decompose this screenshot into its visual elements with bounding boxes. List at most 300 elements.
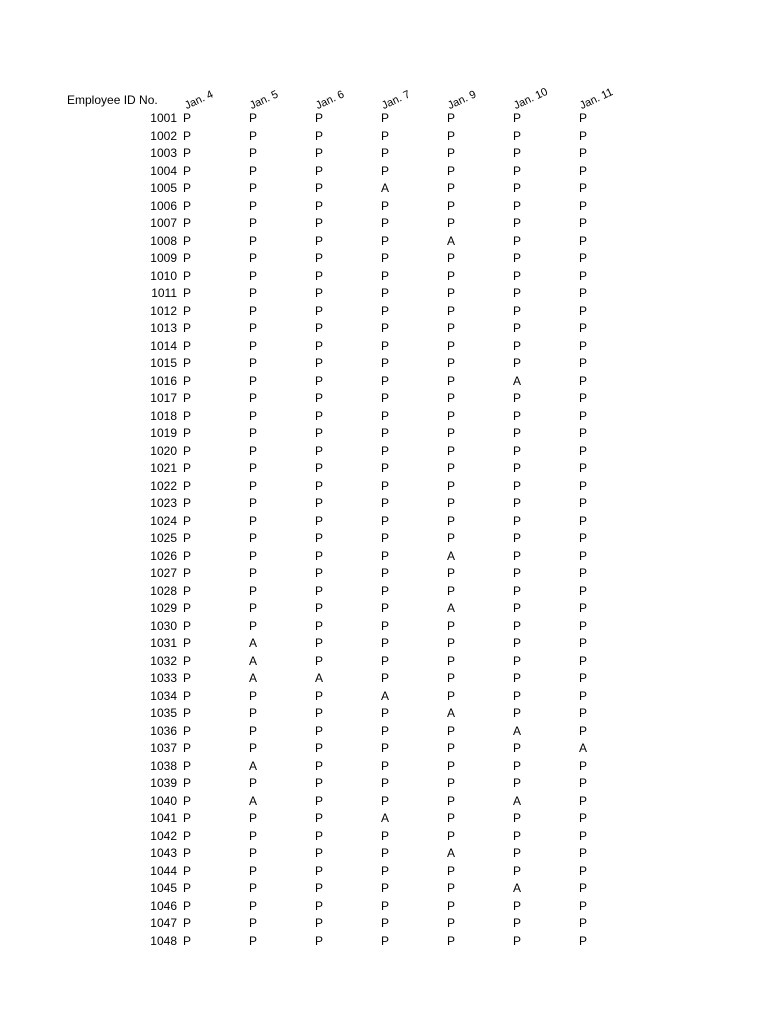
attendance-cell: A [447,601,456,615]
attendance-cell: P [579,846,588,860]
attendance-cell: P [447,461,456,475]
attendance-cell: P [513,181,522,195]
table-row [0,566,768,584]
attendance-cell: P [513,391,522,405]
attendance-cell: P [183,478,192,493]
attendance-cell: A [249,636,258,650]
table-row [0,846,768,864]
attendance-cell: P [381,741,390,755]
attendance-cell: P [183,846,192,860]
employee-id-cell: 1020 [150,443,177,458]
attendance-cell: P [513,163,522,178]
attendance-cell: P [579,793,588,808]
attendance-cell: P [183,198,192,213]
attendance-cell: P [513,741,522,755]
attendance-cell: P [513,286,522,300]
attendance-cell: P [513,653,522,668]
attendance-cell: P [513,443,522,458]
table-row [0,881,768,899]
employee-id-cell: 1036 [150,723,177,738]
attendance-cell: P [249,846,258,860]
attendance-cell: P [183,723,192,738]
attendance-cell: P [249,128,258,143]
attendance-cell: P [315,321,324,335]
attendance-cell: P [315,111,324,125]
attendance-cell: P [249,461,258,475]
attendance-cell: P [513,513,522,528]
attendance-cell: P [447,513,456,528]
employee-id-cell: 1031 [150,636,177,650]
attendance-cell: P [381,443,390,458]
attendance-cell: P [447,898,456,913]
attendance-cell: P [447,933,456,948]
attendance-cell: P [183,513,192,528]
attendance-cell: P [579,198,588,213]
attendance-cell: P [579,251,588,265]
table-row [0,899,768,917]
attendance-cell: P [183,356,192,370]
attendance-cell: P [513,426,522,440]
attendance-cell: P [381,233,390,248]
attendance-cell: P [513,321,522,335]
attendance-cell: P [381,496,390,510]
attendance-cell: P [315,426,324,440]
attendance-cell: P [381,653,390,668]
employee-id-cell: 1039 [150,776,177,790]
attendance-cell: P [249,776,258,790]
table-row [0,426,768,444]
attendance-cell: P [183,688,192,703]
attendance-cell: P [315,303,324,318]
table-row [0,531,768,549]
attendance-cell: P [183,268,192,283]
attendance-cell: P [381,338,390,353]
attendance-cell: P [447,741,456,755]
attendance-cell: P [381,268,390,283]
table-row [0,934,768,952]
employee-id-cell: 1018 [150,408,177,423]
attendance-cell: P [249,181,258,195]
attendance-cell: P [183,566,192,580]
attendance-cell: P [315,881,324,895]
table-row [0,111,768,129]
attendance-cell: P [513,128,522,143]
attendance-cell: P [579,881,588,895]
attendance-cell: P [579,163,588,178]
attendance-cell: P [447,688,456,703]
attendance-cell: P [249,916,258,930]
attendance-cell: P [183,653,192,668]
attendance-cell: P [579,583,588,598]
attendance-cell: P [381,618,390,633]
employee-id-cell: 1028 [150,583,177,598]
attendance-cell: P [183,933,192,948]
employee-id-cell: 1017 [150,391,177,405]
attendance-cell: P [513,846,522,860]
attendance-cell: P [447,216,456,230]
attendance-cell: P [579,408,588,423]
employee-id-cell: 1001 [150,111,177,125]
attendance-cell: P [381,758,390,773]
attendance-cell: P [513,356,522,370]
employee-id-cell: 1023 [150,496,177,510]
employee-id-cell: 1016 [150,373,177,388]
attendance-cell: P [447,881,456,895]
attendance-cell: P [249,146,258,160]
attendance-cell: P [183,828,192,843]
table-row [0,496,768,514]
attendance-cell: P [513,146,522,160]
attendance-cell: A [249,793,258,808]
attendance-cell: P [513,863,522,878]
table-row [0,654,768,672]
attendance-cell: P [447,776,456,790]
attendance-cell: P [249,321,258,335]
attendance-cell: P [447,566,456,580]
attendance-cell: P [447,128,456,143]
attendance-cell: P [183,111,192,125]
table-row [0,741,768,759]
attendance-cell: P [513,531,522,545]
attendance-cell: P [315,776,324,790]
table-row [0,549,768,567]
attendance-cell: P [183,671,192,685]
table-row [0,461,768,479]
attendance-cell: P [579,496,588,510]
table-row [0,794,768,812]
attendance-cell: P [381,933,390,948]
attendance-cell: P [579,566,588,580]
table-row [0,356,768,374]
employee-id-cell: 1021 [150,461,177,475]
table-row [0,374,768,392]
attendance-cell: P [315,583,324,598]
attendance-cell: P [381,583,390,598]
attendance-cell: P [249,233,258,248]
attendance-cell: P [447,303,456,318]
attendance-cell: P [381,531,390,545]
table-row [0,146,768,164]
attendance-cell: P [447,618,456,633]
table-row [0,251,768,269]
attendance-cell: A [249,653,258,668]
attendance-cell: P [513,916,522,930]
attendance-cell: P [381,251,390,265]
date-header: Jan. 10 [511,85,550,112]
attendance-cell: P [381,706,390,720]
attendance-cell: A [381,181,390,195]
employee-id-cell: 1012 [150,303,177,318]
attendance-cell: P [513,583,522,598]
attendance-cell: P [249,408,258,423]
table-row [0,479,768,497]
attendance-cell: P [447,181,456,195]
date-header: Jan. 7 [379,88,413,112]
attendance-cell: P [513,303,522,318]
attendance-cell: P [381,601,390,615]
attendance-cell: P [315,286,324,300]
table-row [0,304,768,322]
attendance-cell: P [183,758,192,773]
attendance-cell: P [447,356,456,370]
attendance-cell: P [315,653,324,668]
attendance-cell: P [183,548,192,563]
date-header: Jan. 9 [445,88,479,112]
table-row [0,601,768,619]
table-row [0,671,768,689]
attendance-cell: P [183,881,192,895]
table-row [0,129,768,147]
attendance-cell: P [249,601,258,615]
employee-id-cell: 1003 [150,146,177,160]
employee-id-cell: 1026 [150,548,177,563]
attendance-cell: P [183,461,192,475]
attendance-cell: A [249,758,258,773]
attendance-cell: A [447,706,456,720]
attendance-cell: P [381,356,390,370]
employee-id-cell: 1046 [150,898,177,913]
attendance-cell: P [579,356,588,370]
attendance-cell: P [249,426,258,440]
attendance-cell: P [315,846,324,860]
employee-id-cell: 1007 [150,216,177,230]
attendance-cell: P [315,758,324,773]
attendance-cell: P [183,898,192,913]
attendance-cell: P [381,846,390,860]
attendance-cell: P [381,863,390,878]
attendance-cell: P [579,513,588,528]
attendance-cell: P [183,496,192,510]
employee-id-header: Employee ID No. [67,93,158,107]
attendance-cell: P [579,898,588,913]
attendance-cell: P [249,373,258,388]
attendance-cell: P [249,881,258,895]
employee-id-cell: 1047 [150,916,177,930]
attendance-cell: P [249,566,258,580]
attendance-cell: P [315,688,324,703]
attendance-cell: P [249,303,258,318]
attendance-cell: P [315,373,324,388]
attendance-cell: P [183,233,192,248]
attendance-cell: P [447,408,456,423]
attendance-cell: P [579,618,588,633]
attendance-cell: P [183,618,192,633]
attendance-cell: P [513,828,522,843]
attendance-cell: P [315,443,324,458]
attendance-cell: P [183,338,192,353]
attendance-cell: P [249,513,258,528]
attendance-cell: P [381,391,390,405]
attendance-cell: P [579,338,588,353]
employee-id-cell: 1024 [150,513,177,528]
date-header: Jan. 5 [247,88,281,112]
attendance-cell: P [183,776,192,790]
attendance-cell: P [579,636,588,650]
attendance-cell: P [513,636,522,650]
attendance-cell: P [381,373,390,388]
attendance-cell: P [579,478,588,493]
employee-id-cell: 1037 [150,741,177,755]
attendance-cell: P [513,811,522,825]
attendance-cell: P [447,338,456,353]
attendance-cell: P [447,478,456,493]
attendance-cell: P [579,286,588,300]
attendance-cell: P [579,443,588,458]
attendance-cell: P [381,828,390,843]
attendance-cell: P [249,618,258,633]
attendance-cell: P [315,566,324,580]
employee-id-cell: 1040 [150,793,177,808]
attendance-cell: P [315,478,324,493]
attendance-cell: P [381,426,390,440]
attendance-cell: P [579,916,588,930]
attendance-cell: P [447,426,456,440]
attendance-cell: P [579,373,588,388]
attendance-cell: P [381,163,390,178]
attendance-cell: P [315,233,324,248]
attendance-cell: P [579,828,588,843]
attendance-cell: P [447,636,456,650]
table-row [0,706,768,724]
attendance-cell: P [249,286,258,300]
table-row [0,234,768,252]
attendance-cell: P [381,303,390,318]
attendance-cell: P [381,198,390,213]
attendance-cell: P [249,531,258,545]
attendance-cell: P [447,793,456,808]
attendance-cell: P [579,321,588,335]
attendance-cell: P [513,758,522,773]
attendance-cell: P [447,671,456,685]
attendance-cell: P [381,321,390,335]
attendance-cell: P [249,391,258,405]
attendance-cell: P [249,548,258,563]
employee-id-cell: 1004 [150,163,177,178]
attendance-cell: P [249,828,258,843]
attendance-cell: P [183,321,192,335]
attendance-cell: P [513,251,522,265]
attendance-cell: P [447,583,456,598]
attendance-cell: A [513,881,522,895]
attendance-cell: P [513,478,522,493]
date-header: Jan. 4 [182,88,216,112]
attendance-cell: P [315,933,324,948]
table-row [0,864,768,882]
attendance-cell: P [447,863,456,878]
attendance-cell: P [249,811,258,825]
attendance-cell: P [579,688,588,703]
attendance-cell: P [315,251,324,265]
attendance-cell: P [579,601,588,615]
table-row [0,269,768,287]
attendance-cell: P [183,916,192,930]
attendance-cell: P [381,146,390,160]
table-row [0,811,768,829]
attendance-cell: P [249,741,258,755]
attendance-cell: P [579,426,588,440]
attendance-cell: P [315,706,324,720]
attendance-cell: P [315,618,324,633]
attendance-cell: P [249,723,258,738]
table-row [0,916,768,934]
attendance-cell: P [513,601,522,615]
attendance-cell: P [315,828,324,843]
attendance-cell: P [315,181,324,195]
attendance-cell: A [447,548,456,563]
attendance-cell: A [513,793,522,808]
attendance-cell: P [513,268,522,283]
attendance-cell: P [579,128,588,143]
attendance-cell: P [381,671,390,685]
table-row [0,199,768,217]
employee-id-cell: 1005 [150,181,177,195]
attendance-cell: P [183,531,192,545]
attendance-cell: P [513,496,522,510]
employee-id-cell: 1011 [151,286,177,300]
attendance-cell: P [249,583,258,598]
attendance-cell: P [513,933,522,948]
attendance-cell: A [381,811,390,825]
attendance-cell: P [381,776,390,790]
attendance-cell: P [579,863,588,878]
table-row [0,759,768,777]
attendance-cell: P [513,338,522,353]
employee-id-cell: 1014 [150,338,177,353]
attendance-cell: P [381,548,390,563]
attendance-cell: P [249,863,258,878]
attendance-cell: P [315,636,324,650]
table-row [0,514,768,532]
attendance-cell: P [249,338,258,353]
attendance-cell: P [381,478,390,493]
attendance-cell: P [381,408,390,423]
table-row [0,321,768,339]
attendance-cell: P [579,706,588,720]
attendance-cell: P [513,566,522,580]
attendance-cell: P [381,216,390,230]
attendance-cell: P [183,146,192,160]
attendance-cell: P [513,618,522,633]
attendance-cell: P [381,723,390,738]
attendance-cell: P [183,741,192,755]
attendance-cell: P [183,128,192,143]
attendance-cell: P [315,723,324,738]
employee-id-cell: 1045 [150,881,177,895]
attendance-cell: P [579,181,588,195]
attendance-cell: P [183,181,192,195]
employee-id-cell: 1006 [150,198,177,213]
employee-id-cell: 1015 [150,356,177,370]
attendance-cell: P [447,146,456,160]
attendance-cell: P [183,286,192,300]
attendance-cell: P [315,898,324,913]
attendance-cell: P [249,163,258,178]
attendance-cell: P [249,268,258,283]
attendance-cell: P [249,898,258,913]
attendance-cell: P [579,776,588,790]
attendance-cell: P [579,723,588,738]
attendance-cell: P [513,111,522,125]
attendance-cell: P [315,391,324,405]
attendance-cell: P [513,461,522,475]
table-row [0,391,768,409]
attendance-cell: A [381,688,390,703]
table-row [0,724,768,742]
attendance-cell: P [315,601,324,615]
attendance-cell: A [579,741,588,755]
attendance-cell: P [249,251,258,265]
attendance-cell: P [579,233,588,248]
